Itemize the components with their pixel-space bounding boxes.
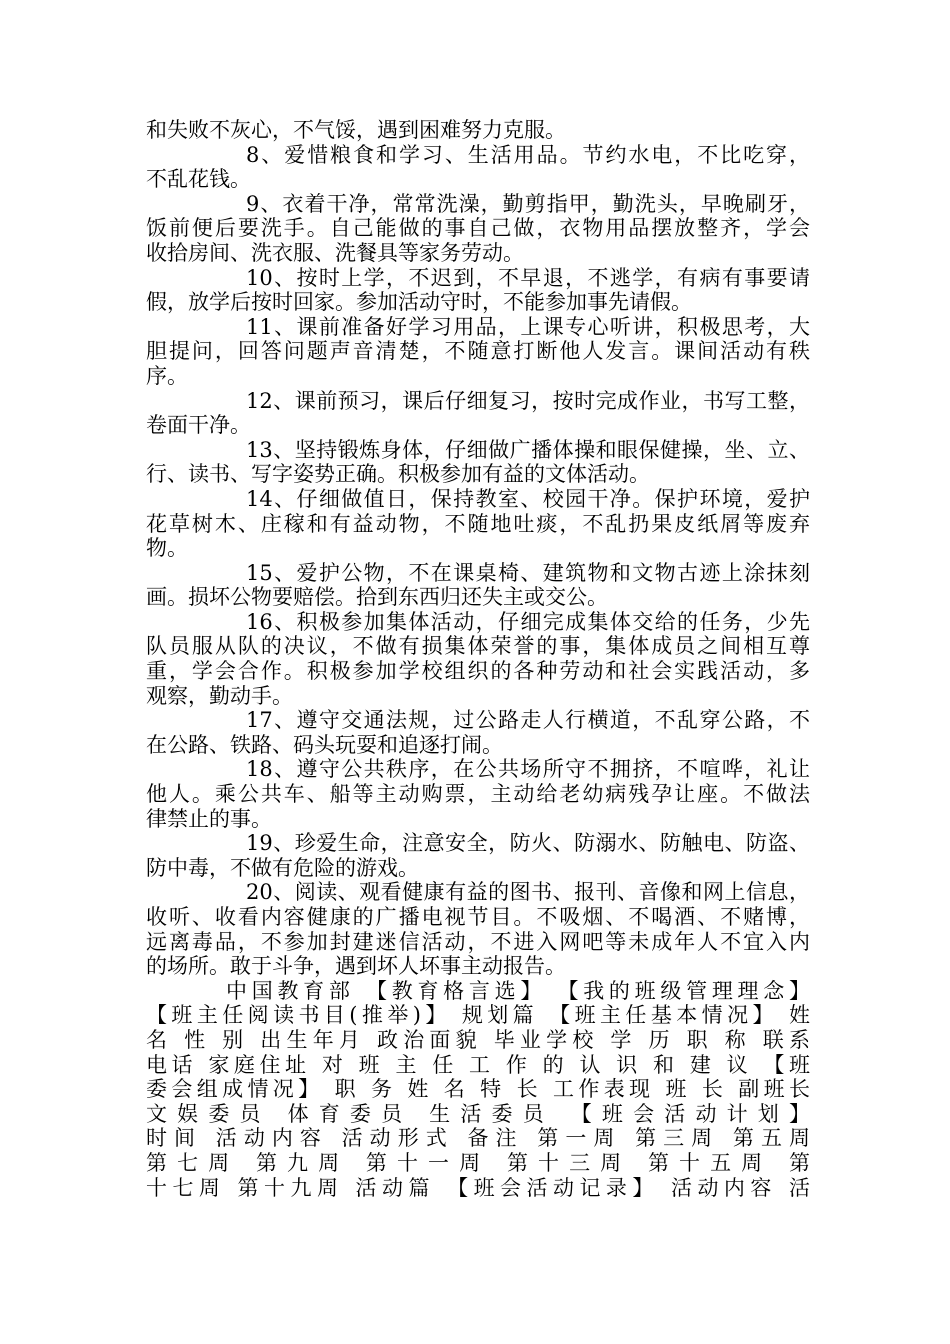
text-line: 画。损坏公物要赔偿。拾到东西归还失主或交公。 bbox=[146, 585, 608, 610]
text-line: 观察，勤动手。 bbox=[146, 683, 293, 708]
text-line: 行、读书、写字姿势正确。积极参加有益的文体活动。 bbox=[146, 462, 650, 487]
text-line: 物。 bbox=[146, 536, 188, 561]
text-line: 【班主任阅读书目(推举)】 规划篇 【班主任基本情况】 姓 bbox=[146, 1003, 810, 1028]
text-line: 和失败不灰心，不气馁，遇到困难努力克服。 bbox=[146, 118, 566, 142]
text-line: 假，放学后按时回家。参加活动守时，不能参加事先请假。 bbox=[146, 290, 692, 315]
text-line: 防中毒，不做有危险的游戏。 bbox=[146, 855, 419, 880]
text-line: 电话 家庭住址 对 班 主 任 工 作 的 认 识 和 建 议 【班 bbox=[146, 1052, 810, 1077]
text-line: 时间 活动内容 活动形式 备注 第一周 第三周 第五周 bbox=[146, 1126, 810, 1151]
text-line: 17、遵守交通法规，过公路走人行横道，不乱穿公路，不 bbox=[246, 708, 810, 733]
text-line: 卷面干净。 bbox=[146, 413, 251, 438]
text-line: 11、课前准备好学习用品，上课专心听讲，积极思考，大 bbox=[246, 314, 810, 339]
text-line: 中国教育部 【教育格言选】 【我的班级管理理念】 bbox=[226, 978, 810, 1003]
text-line: 16、积极参加集体活动，仔细完成集体交给的任务，少先 bbox=[246, 609, 810, 634]
text-line: 15、爱护公物，不在课桌椅、建筑物和文物古迹上涂抹刻 bbox=[246, 560, 810, 585]
text-line: 的场所。敢于斗争，遇到坏人坏事主动报告。 bbox=[146, 954, 566, 979]
text-line: 第七周 第九周 第十一周 第十三周 第十五周 第 bbox=[146, 1150, 810, 1175]
text-line: 远离毒品，不参加封建迷信活动，不进入网吧等未成年人不宜入内 bbox=[146, 929, 810, 954]
text-line: 律禁止的事。 bbox=[146, 806, 272, 831]
document-body bbox=[146, 118, 810, 1200]
text-line: 9、衣着干净，常常洗澡，勤剪指甲，勤洗头，早晚刷牙， bbox=[246, 191, 810, 216]
text-line: 在公路、铁路、码头玩耍和追逐打闹。 bbox=[146, 732, 503, 757]
text-line: 序。 bbox=[146, 363, 188, 388]
text-line: 10、按时上学，不迟到，不早退，不逃学，有病有事要请 bbox=[246, 265, 810, 290]
text-line: 8、爱惜粮食和学习、生活用品。节约水电，不比吃穿， bbox=[246, 142, 810, 167]
text-line: 12、课前预习，课后仔细复习，按时完成作业，书写工整， bbox=[246, 388, 810, 413]
text-line: 收拾房间、洗衣服、洗餐具等家务劳动。 bbox=[146, 240, 524, 265]
text-line: 他人。乘公共车、船等主动购票，主动给老幼病残孕让座。不做法 bbox=[146, 782, 810, 807]
text-line: 花草树木、庄稼和有益动物，不随地吐痰，不乱扔果皮纸屑等废弃 bbox=[146, 511, 810, 536]
text-line: 胆提问，回答问题声音清楚，不随意打断他人发言。课间活动有秩 bbox=[146, 339, 810, 364]
text-line: 重，学会合作。积极参加学校组织的各种劳动和社会实践活动，多 bbox=[146, 659, 810, 684]
text-line: 饭前便后要洗手。自己能做的事自己做，衣物用品摆放整齐，学会 bbox=[146, 216, 810, 241]
text-line: 文娱委员 体育委员 生活委员 【班会活动计划】 bbox=[146, 1101, 810, 1126]
text-line: 十七周 第十九周 活动篇 【班会活动记录】 活动内容 活 bbox=[146, 1175, 810, 1200]
text-line: 20、阅读、观看健康有益的图书、报刊、音像和网上信息， bbox=[246, 880, 810, 905]
text-line: 不乱花钱。 bbox=[146, 167, 251, 192]
text-line: 收听、收看内容健康的广播电视节目。不吸烟、不喝酒、不赌博， bbox=[146, 905, 810, 929]
text-line: 13、坚持锻炼身体，仔细做广播体操和眼保健操，坐、立、 bbox=[246, 437, 810, 462]
text-line: 14、仔细做值日，保持教室、校园干净。保护环境，爱护 bbox=[246, 486, 810, 511]
text-line: 名 性 别 出生年月 政治面貌 毕业学校 学 历 职 称 联系 bbox=[146, 1027, 810, 1052]
text-line: 19、珍爱生命，注意安全，防火、防溺水、防触电、防盗、 bbox=[246, 831, 810, 856]
text-line: 队员服从队的决议，不做有损集体荣誉的事，集体成员之间相互尊 bbox=[146, 634, 810, 659]
text-line: 委会组成情况】 职 务 姓 名 特 长 工作表现 班 长 副班长 bbox=[146, 1077, 810, 1102]
text-line: 18、遵守公共秩序，在公共场所守不拥挤，不喧哗，礼让 bbox=[246, 757, 810, 782]
